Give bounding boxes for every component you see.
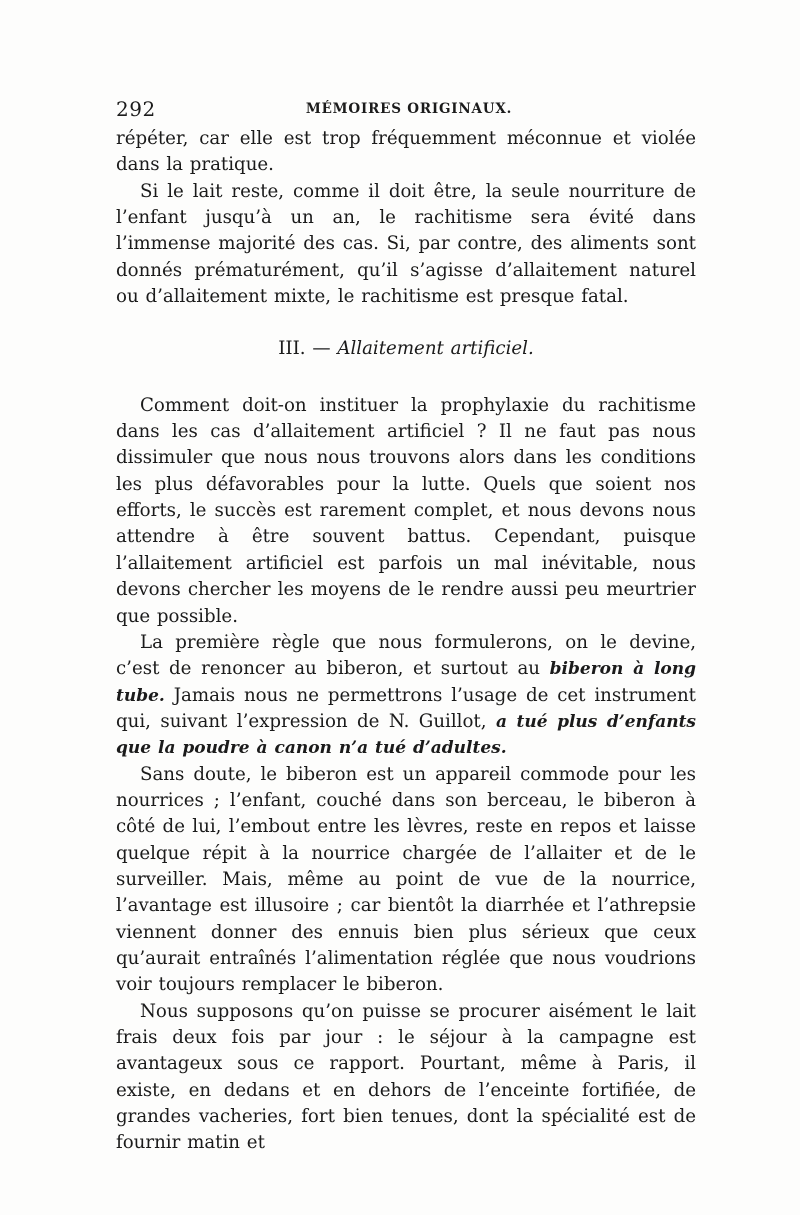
paragraph-4-text-2: Jamais nous ne permettrons l’usage de cet instrument qui, suivant l’expression de N. Guillot, [116, 684, 696, 732]
paragraph-2: Si le lait reste, comme il doit être, la seule nourriture de l’enfant jusqu’à un an, le rachitisme sera évité dans l’immense majorité des cas. Si, par contre, des aliments sont donnés prématurément, qu’il s’agisse d’allaitement naturel ou d’allaitement mixte, le rachitisme est presque fatal. [116, 180, 696, 308]
section-title: Allaitement artificiel. [337, 338, 534, 360]
section-heading [116, 336, 696, 362]
page-number: 292 [116, 97, 156, 121]
paragraph-4-emphasis-2: a tué plus d’enfants que la poudre à canon n’a tué d’adultes. [116, 711, 696, 759]
body-text [116, 126, 696, 1157]
page-header [116, 97, 702, 123]
paragraph-4-emphasis-1: biberon à long tube. [116, 659, 696, 706]
section-number: III. — [278, 338, 331, 360]
paragraph-1: répéter, car elle est trop fréquemment méconnue et violée dans la pratique. [116, 128, 696, 176]
paragraph-4 [116, 630, 696, 762]
paragraph-4-text-1: La première règle que nous formulerons, on le devine, c’est de renoncer au biberon, et surtout au [116, 631, 696, 680]
paragraph-3: Comment doit-on instituer la prophylaxie du rachitisme dans les cas d’allaitement artificiel ? Il ne faut pas nous dissimuler que nous nous trouvons alors dans les conditions les plus défavorables pour la lutte. Quels que soient nos efforts, le succès est rarement complet, et nous devons nous attendre à être souvent battus. Cependant, puisque l’allaitement artificiel est parfois un mal inévitable, nous devons chercher les moyens de le rendre aussi peu meurtrier que possible. [116, 394, 696, 627]
paragraph-6: Nous supposons qu’on puisse se procurer aisément le lait frais deux fois par jour : le séjour à la campagne est avantageux sous ce rapport. Pourtant, même à Paris, il existe, en dedans et en dehors de l’enceinte fortifiée, de grandes vacheries, fort bien tenues, dont la spécialité est de fournir matin et [116, 1000, 696, 1154]
running-head: MÉMOIRES ORIGINAUX. [305, 101, 513, 117]
paragraph-5: Sans doute, le biberon est un appareil commode pour les nourrices ; l’enfant, couché dans son berceau, le biberon à côté de lui, l’embout entre les lèvres, reste en repos et laisse quelque répit à la nourrice chargée de l’allaiter et de le surveiller. Mais, même au point de vue de la nourrice, l’avantage est illusoire ; car bientôt la diarrhée et l’athrepsie viennent donner des ennuis bien plus sérieux que ceux qu’aurait entraînés l’alimentation réglée que nous voudrions voir toujours remplacer le biberon. [116, 763, 696, 996]
